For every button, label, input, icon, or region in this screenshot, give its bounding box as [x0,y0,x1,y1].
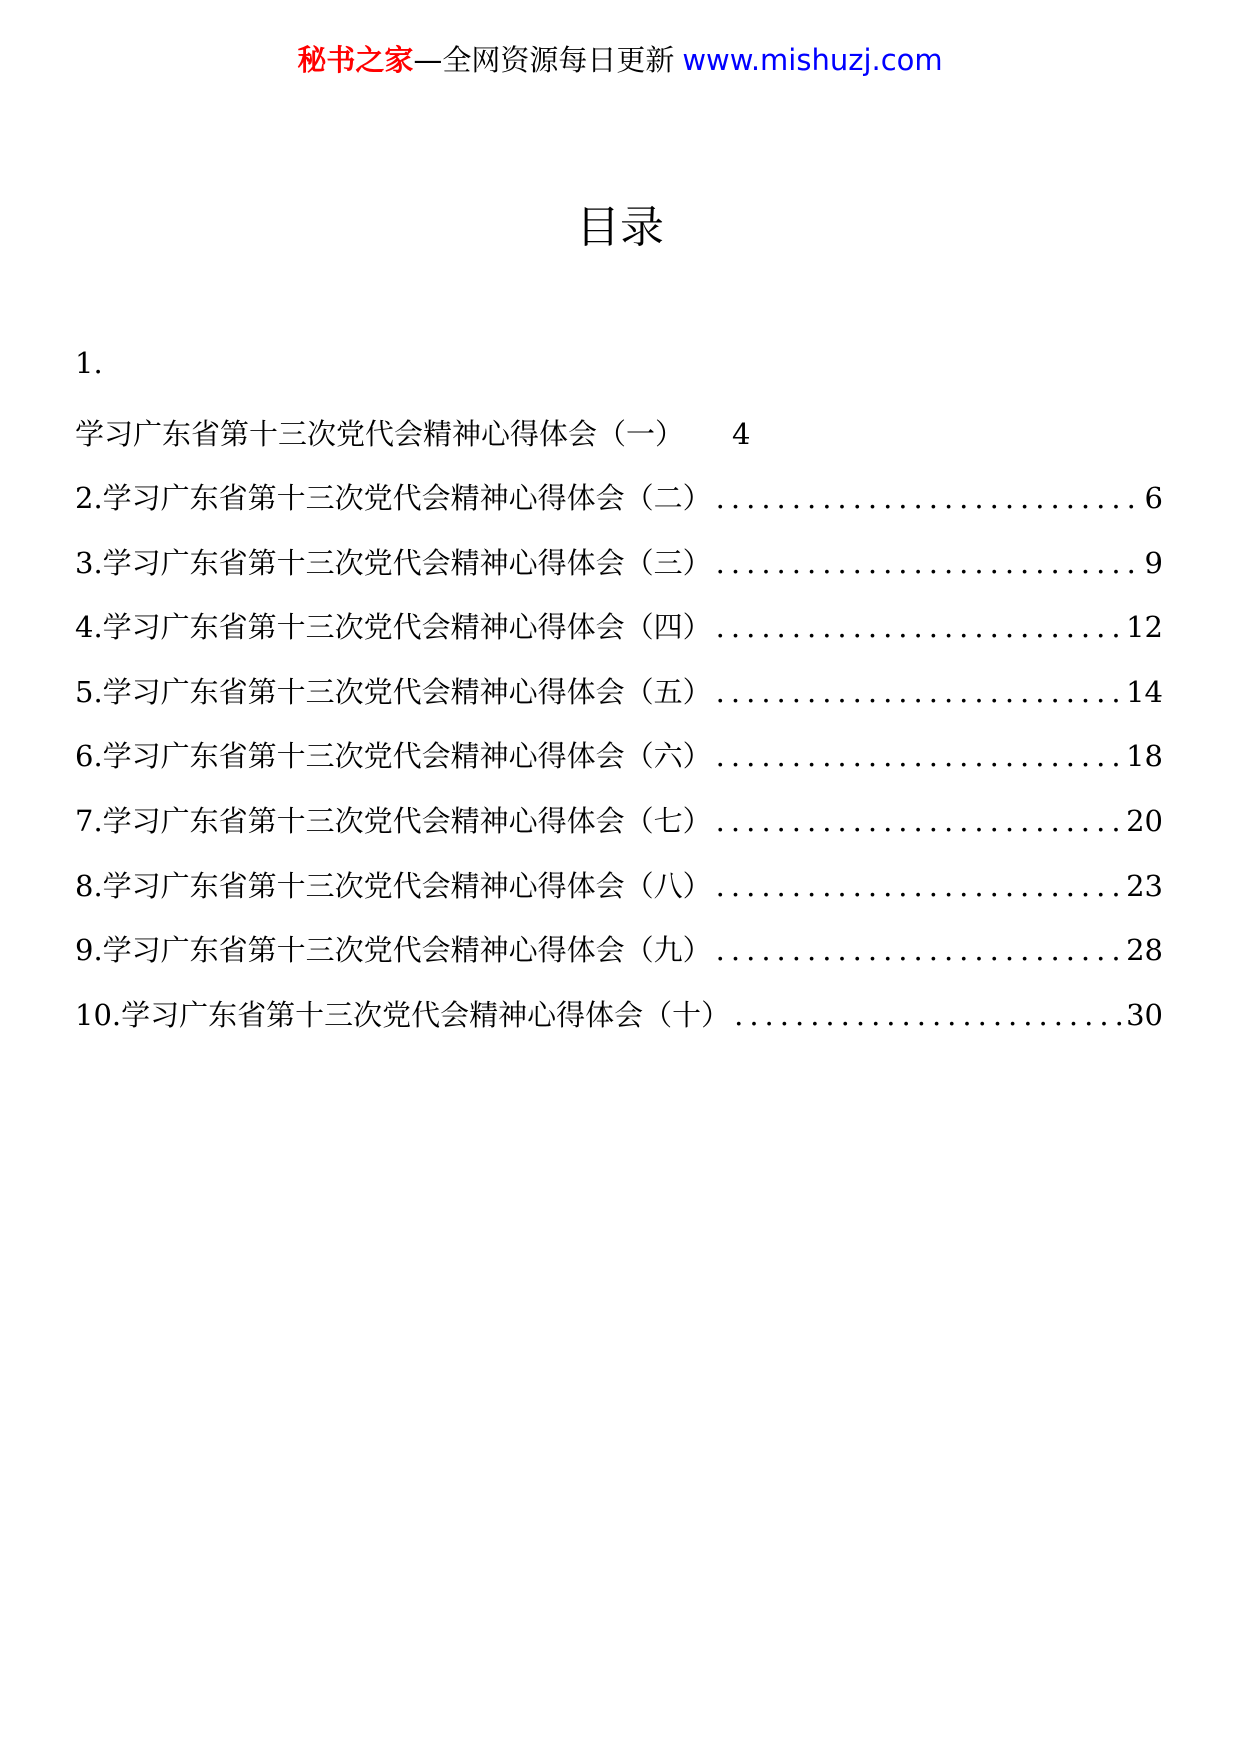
toc-entry-5[interactable] [75,660,1163,725]
toc-entry-text: 学习广东省第十三次党代会精神心得体会（一） [75,417,685,451]
toc-page-number: 14 [1126,674,1163,709]
toc-entry-text: 2.学习广东省第十三次党代会精神心得体会（二） [75,481,712,515]
toc-page-number: 30 [1126,997,1163,1032]
toc-page-number: 20 [1126,803,1163,838]
toc-entry-6[interactable] [75,724,1163,789]
page-title: 目录 [576,202,664,253]
toc-dot-leader [716,854,1122,919]
toc-page-number: 4 [732,417,751,451]
site-url-link[interactable]: www.mishuzj.com [682,43,943,77]
toc-entry-text: 8.学习广东省第十三次党代会精神心得体会（八） [75,868,712,903]
toc-entry-2[interactable] [75,466,1163,531]
toc-page-number: 23 [1126,868,1163,903]
toc-entry-10[interactable] [75,983,1163,1048]
toc-page-number: 9 [1144,545,1163,580]
toc-entry-text: 10.学习广东省第十三次党代会精神心得体会（十） [75,997,731,1032]
toc-entry-text: 7.学习广东省第十三次党代会精神心得体会（七） [75,803,712,838]
toc-dot-leader [716,660,1122,725]
toc-page-number: 6 [1144,481,1163,515]
toc-entry-text: 4.学习广东省第十三次党代会精神心得体会（四） [75,610,712,645]
toc-entry-8[interactable] [75,854,1163,919]
toc-page-number: 18 [1126,739,1163,774]
toc-dot-leader [716,531,1141,596]
toc-entry-9[interactable] [75,918,1163,983]
toc-entry-7[interactable] [75,789,1163,854]
table-of-contents [75,338,1163,1047]
toc-entry-text: 5.学习广东省第十三次党代会精神心得体会（五） [75,674,712,709]
toc-entry-4[interactable] [75,595,1163,660]
toc-page-number: 12 [1126,610,1163,645]
toc-entry-text: 9.学习广东省第十三次党代会精神心得体会（九） [75,933,712,968]
header-tagline: —全网资源每日更新 [413,43,675,77]
toc-dot-leader [716,466,1141,531]
toc-dot-leader [716,595,1122,660]
page-header [0,40,1240,80]
toc-entry-text: 3.学习广东省第十三次党代会精神心得体会（三） [75,545,712,580]
toc-entry-1-number: 1. [75,346,103,380]
toc-dot-leader [734,983,1122,1048]
toc-entry-3[interactable] [75,531,1163,596]
toc-dot-leader [716,918,1122,983]
toc-dot-leader [716,789,1122,854]
toc-dot-leader [716,724,1122,789]
brand-name: 秘书之家 [297,43,414,77]
toc-page-number: 28 [1126,933,1163,968]
toc-entry-text: 6.学习广东省第十三次党代会精神心得体会（六） [75,739,712,774]
toc-entry-1[interactable] [75,402,1163,466]
